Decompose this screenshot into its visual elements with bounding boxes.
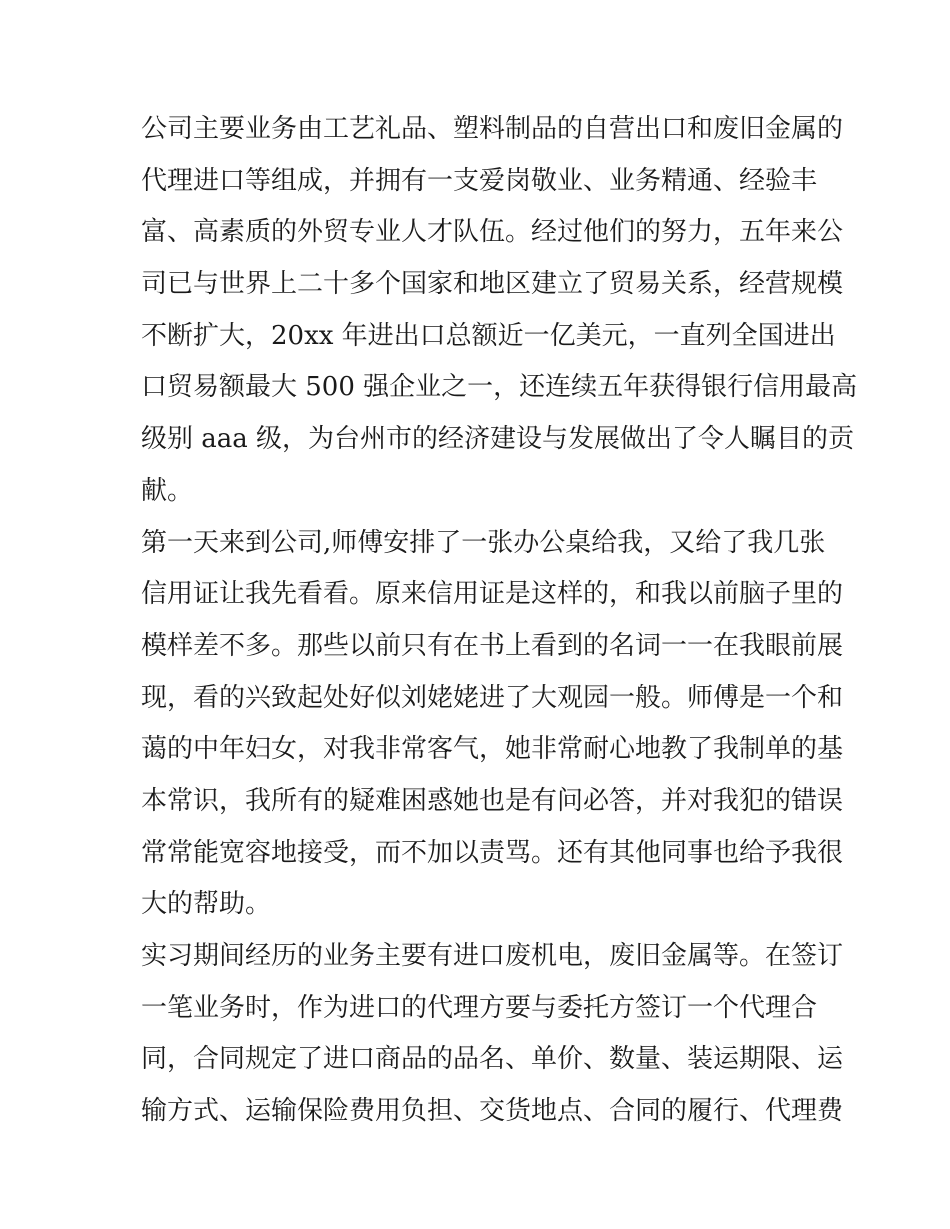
body-text [141,104,858,1138]
text-line: 大的帮助。 [141,889,272,920]
text-line: 第一天来到公司,师傅安排了一张办公桌给我，又给了我几张 [141,527,826,558]
text-line: 代理进口等组成，并拥有一支爱岗敬业、业务精通、经验丰 [141,165,818,196]
text-line: 司已与世界上二十多个国家和地区建立了贸易关系，经营规模 [141,269,844,300]
text-line: 富、高素质的外贸专业人才队伍。经过他们的努力，五年来公 [141,217,844,248]
text-line: 模样差不多。那些以前只有在书上看到的名词一一在我眼前展 [141,630,844,661]
text-line: 不断扩大，20xx 年进出口总额近一亿美元，一直列全国进出 [141,320,836,351]
text-line: 献。 [141,475,194,506]
text-line: 常常能宽容地接受，而不加以责骂。还有其他同事也给予我很 [141,837,844,868]
text-line: 输方式、运输保险费用负担、交货地点、合同的履行、代理费 [141,1096,844,1127]
text-line: 信用证让我先看看。原来信用证是这样的，和我以前脑子里的 [141,579,844,610]
text-line: 现，看的兴致起处好似刘姥姥进了大观园一般。师傅是一个和 [141,682,844,713]
text-line: 蔼的中年妇女，对我非常客气，她非常耐心地教了我制单的基 [141,734,844,765]
text-line: 同，合同规定了进口商品的品名、单价、数量、装运期限、运 [141,1044,844,1075]
text-line: 口贸易额最大 500 强企业之一，还连续五年获得银行信用最高 [141,372,858,403]
text-line: 级别 aaa 级，为台州市的经济建设与发展做出了令人瞩目的贡 [141,424,855,455]
text-line: 实习期间经历的业务主要有进口废机电，废旧金属等。在签订 [141,941,844,971]
text-line: 一笔业务时，作为进口的代理方要与委托方签订一个代理合 [141,992,818,1023]
text-line: 本常识，我所有的疑难困惑她也是有问必答，并对我犯的错误 [141,785,844,816]
text-line: 公司主要业务由工艺礼品、塑料制品的自营出口和废旧金属的 [141,114,844,144]
